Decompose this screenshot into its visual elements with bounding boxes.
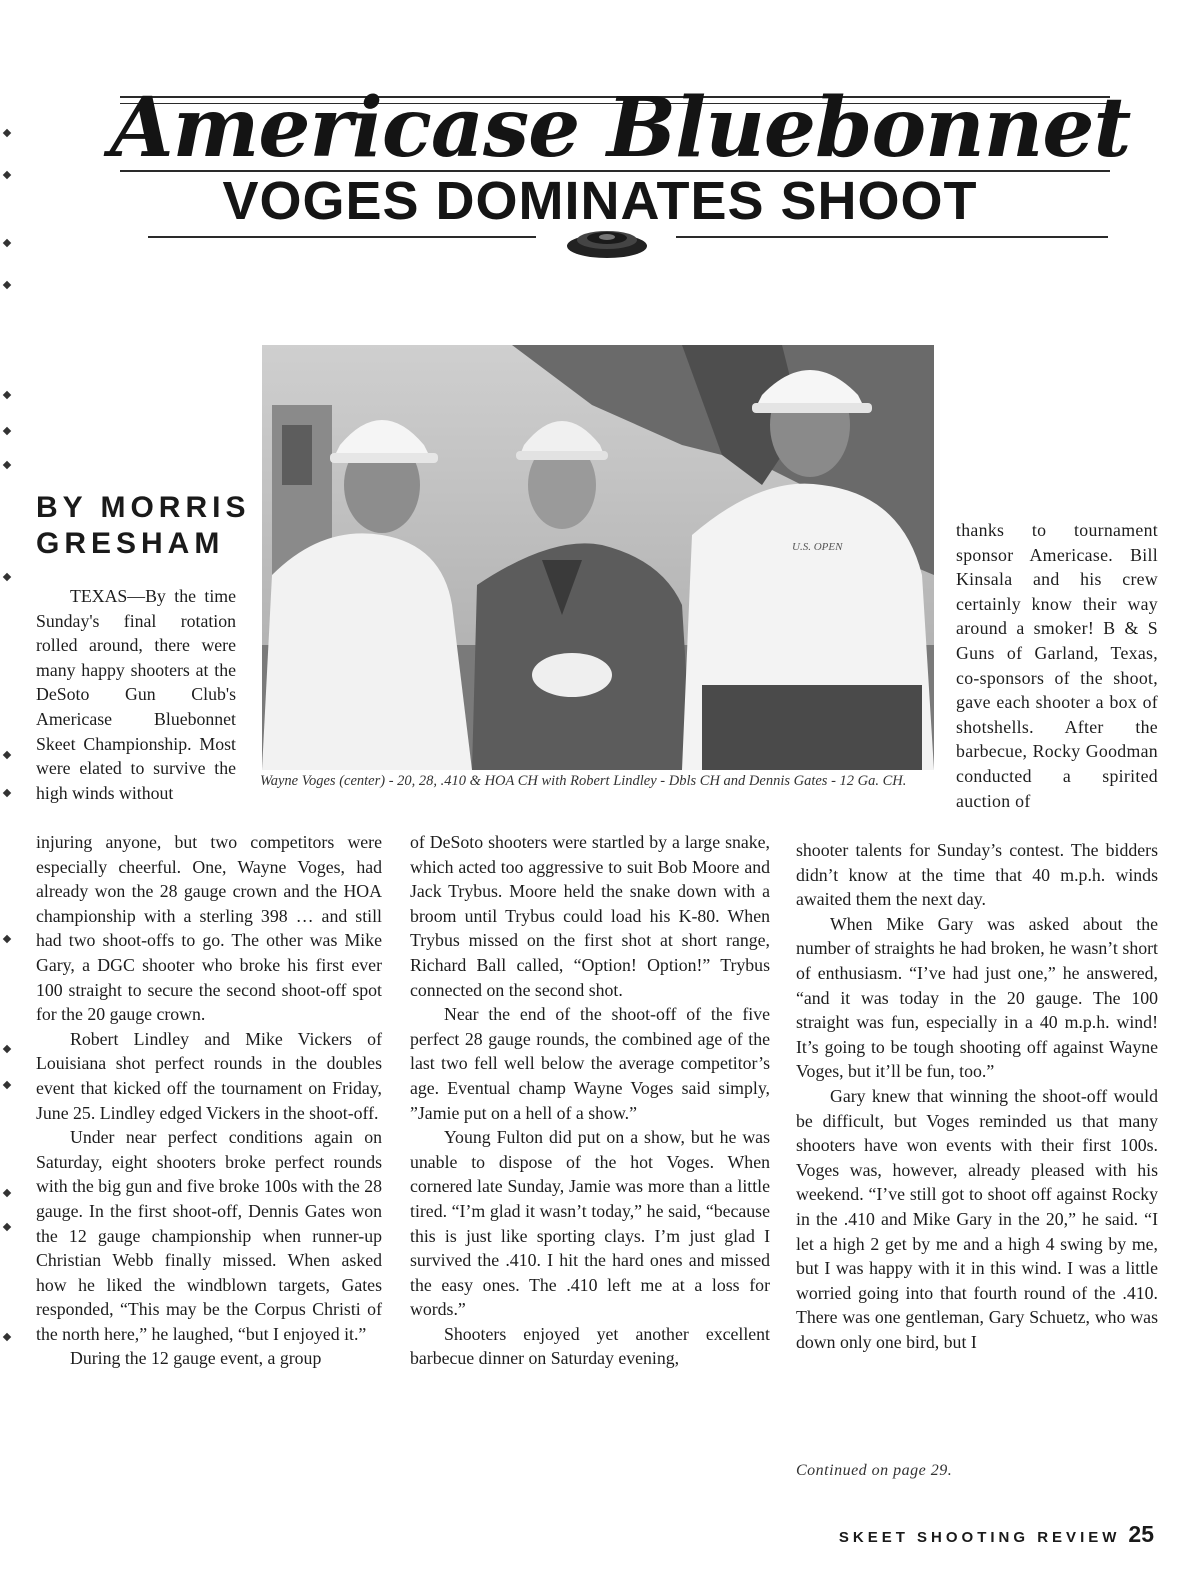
- photo-caption: Wayne Voges (center) - 20, 28, .410 & HOA CH with Robert Lindley - Dbls CH and Dennis Gates - 12 Ga. CH.: [260, 773, 907, 789]
- masthead-bottom-rule-left: [148, 236, 536, 238]
- continued-note: Continued on page 29.: [796, 1462, 953, 1479]
- article-photo: [262, 345, 934, 770]
- clay-target-icon: [546, 222, 668, 262]
- paragraph: Robert Lindley and Mike Vickers of Louisiana shot perfect rounds in the doubles event that kicked off the tournament on Friday, June 25. Lindley edged Vickers in the shoot-off.: [36, 1028, 382, 1123]
- column-1: [36, 830, 382, 1371]
- paragraph: injuring anyone, but two competitors were especially cheerful. One, Wayne Voges, had already won the 28 gauge crown and the HOA championship with a sterling 398 … and still had two shoot-offs to go. The other was Mike Gary, a DGC shooter who broke his first ever 100 straight to secure the second shoot-off spot for the 20 gauge crown.: [36, 832, 382, 1025]
- paragraph: Under near perfect conditions again on Saturday, eight shooters broke perfect rounds with the big gun and five broke 100s with the 28 gauge. In the first shoot-off, Dennis Gates won the 12 gauge championship when runner-up Christian Webb finally missed. When asked how he liked the windblown targets, Gates responded, “This may be the Corpus Christi of the north here,” he laughed, “but I enjoyed it.”: [36, 1127, 382, 1344]
- column-2: [410, 830, 770, 1371]
- byline: BY MORRIS GRESHAM: [36, 491, 251, 560]
- paragraph: of DeSoto shooters were startled by a large snake, which acted too aggressive to suit Bob Moore and Jack Trybus. Moore held the snake down with a broom until Trybus could load his K-80. When Trybus missed on the first shot at short range, Richard Ball called, “Option! Option!” Trybus connected on the second shot.: [410, 832, 770, 1000]
- column-3: [796, 838, 1158, 1354]
- cap-logo-text: U.S. OPEN: [792, 541, 843, 553]
- paragraph: shooter talents for Sunday’s contest. The bidders didn’t know at the time that 40 m.p.h. winds awaited them the next day.: [796, 840, 1158, 910]
- paragraph: When Mike Gary was asked about the number of straights he had broken, he wasn’t short of enthusiasm. “I’ve had just one,” he answered, “and it was today in the 20 gauge. The 100 straight was fun, especially in a 40 m.p.h. wind! It’s going to be tough shooting off against Wayne Voges, but it’ll be fun, too.”: [796, 913, 1158, 1082]
- paragraph: Young Fulton did put on a show, but he was unable to dispose of the hot Voges. When cornered late Sunday, Jamie was more than a little tired. “I’m glad it wasn’t today,” he said, “because this is just like sporting clays. I’m just glad I survived the .410. I hit the hard ones and missed the easy ones. The .410 left me at a loss for words.”: [410, 1127, 770, 1320]
- masthead-bottom-rule-right: [676, 236, 1108, 238]
- magazine-name: SKEET SHOOTING REVIEW: [838, 1529, 1121, 1546]
- column-1-top: [36, 584, 236, 805]
- page-footer: [839, 1521, 1154, 1548]
- column-3-top: [956, 518, 1158, 813]
- paragraph: Shooters enjoyed yet another excellent barbecue dinner on Saturday evening,: [410, 1323, 770, 1369]
- paragraph: Near the end of the shoot-off of the five perfect 28 gauge rounds, the combined age of the last two fell well below the average competitor’s age. Eventual champ Wayne Voges said simply, ”Jamie put on a hell of a show.”: [410, 1004, 770, 1123]
- script-title: Americase Bluebonnet: [110, 80, 1131, 176]
- paragraph: During the 12 gauge event, a group: [70, 1348, 322, 1369]
- page-number: 25: [1128, 1521, 1154, 1547]
- paragraph: Gary knew that winning the shoot-off would be difficult, but Voges reminded us that many shooters have won events with their first 100s. Voges was, however, already pleased with his weekend. “I’ve still got to shoot off against Rocky in the .410 and Mike Gary in the 20,” he said. “I let a high 2 get by me and a high 4 swing by me, but I was happy with it in this wind. I was a little worried going into that fourth round of the .410. There was one gentleman, Gary Schuetz, who was down only one bird, but I: [796, 1085, 1158, 1352]
- headline: VOGES DOMINATES SHOOT: [222, 171, 978, 231]
- paragraph: thanks to tournament sponsor Americase. Bill Kinsala and his crew certainly know their way around a smoker! B & S Guns of Garland, Texas, co-sponsors of the shoot, gave each shooter a box of shotshells. After the barbecue, Rocky Goodman conducted a spirited auction of: [956, 520, 1158, 811]
- paragraph: TEXAS—By the time Sunday's final rotation rolled around, there were many happy shooters at the DeSoto Gun Club's Americase Bluebonnet Skeet Championship. Most were elated to survive the high winds without: [36, 586, 236, 803]
